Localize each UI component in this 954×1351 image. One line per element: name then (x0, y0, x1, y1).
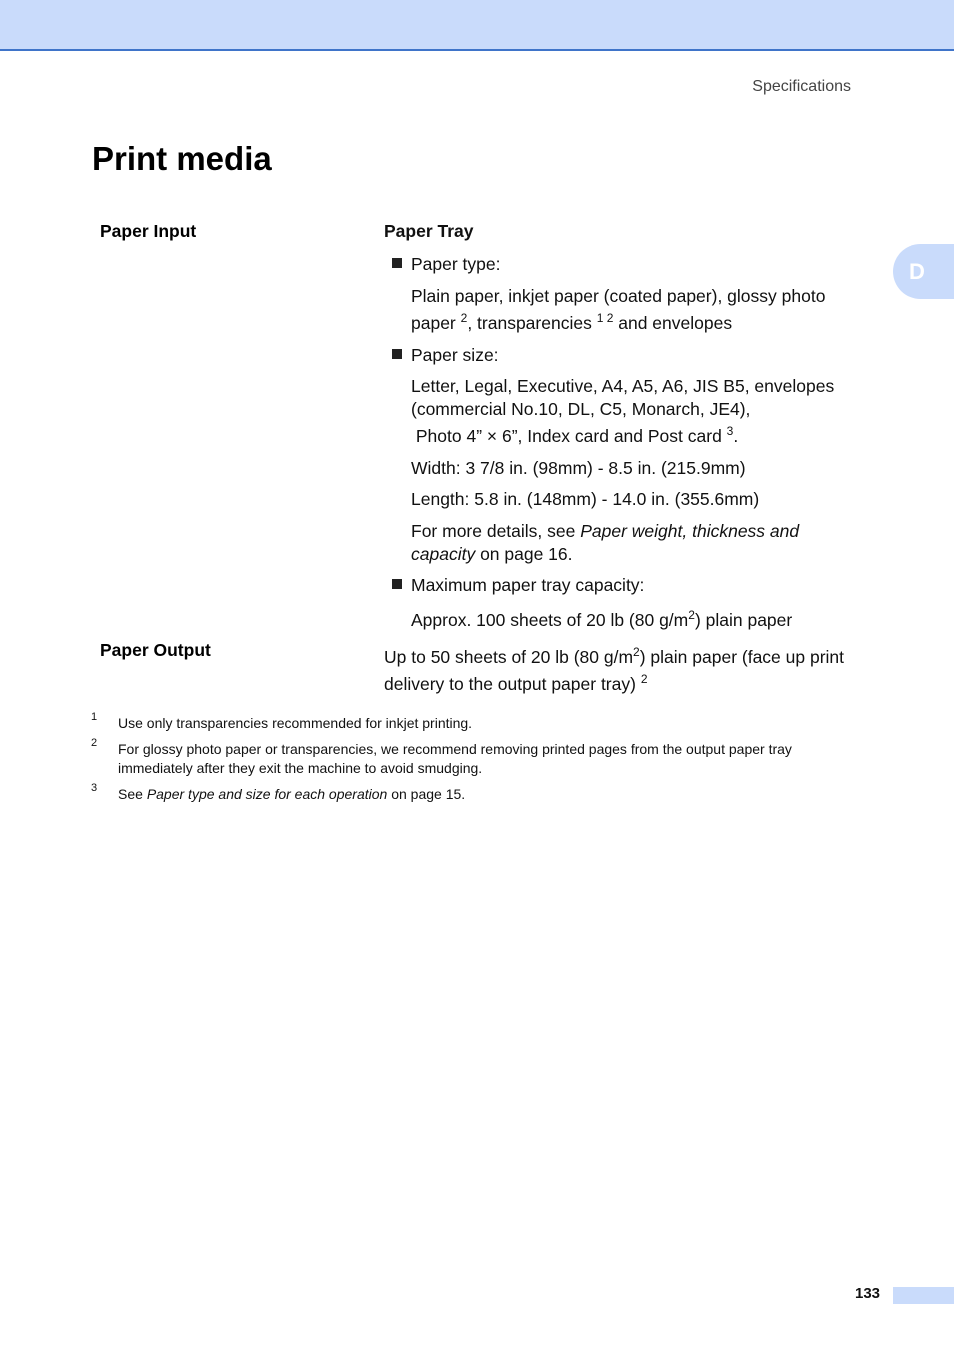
paper-type-bullet (392, 253, 501, 276)
text-run: , transparencies (467, 313, 597, 333)
text-run: See (118, 786, 147, 802)
bullet-square-icon (392, 579, 402, 589)
page-title: Print media (92, 140, 272, 177)
text-run: on page 15. (387, 786, 466, 802)
running-head: Specifications (752, 78, 851, 95)
text-run: and envelopes (613, 313, 733, 333)
text-run: paper (411, 313, 461, 333)
paper-size-text (411, 375, 881, 448)
bullet-label: Maximum paper tray capacity: (411, 575, 645, 595)
text-run: on page 16. (475, 544, 573, 564)
footnote-ref: 2 (640, 672, 648, 686)
text-run: Up to 50 sheets of 20 lb (80 g/m (384, 647, 634, 667)
footnote-ref: 3 (726, 424, 734, 438)
chapter-letter: D (909, 258, 925, 284)
text-run: For more details, see (411, 521, 581, 541)
bullet-square-icon (392, 258, 402, 268)
cross-ref-link[interactable]: Paper type and size for each operation (146, 786, 388, 802)
footnote-ref: 1 2 (596, 311, 614, 325)
text-run: delivery to the output paper tray) (384, 674, 641, 694)
superscript: 2 (688, 608, 695, 622)
chapter-tab (893, 244, 954, 299)
footnote: Use only transparencies recommended for inkjet printing. (118, 715, 473, 731)
capacity-bullet (392, 574, 644, 597)
header-bar (0, 0, 954, 51)
text-run: ) plain paper (694, 610, 793, 630)
paper-width: Width: 3 7/8 in. (98mm) - 8.5 in. (215.9mm) (411, 458, 746, 478)
more-details (411, 520, 881, 566)
paper-size-bullet (392, 344, 499, 367)
paper-output-label: Paper Output (100, 640, 211, 660)
paper-tray-heading: Paper Tray (384, 221, 474, 241)
paper-type-line (411, 312, 881, 335)
text-run: Photo 4” × 6”, Index card and Post card (411, 426, 727, 446)
page-number: 133 (855, 1285, 881, 1302)
text-run: . (733, 426, 739, 446)
paper-input-label: Paper Input (100, 221, 197, 241)
footnote-number: 3 (91, 782, 98, 794)
bullet-square-icon (392, 349, 402, 359)
paper-type-line: Plain paper, inkjet paper (coated paper), glossy photo (411, 286, 826, 306)
paper-size-line: Letter, Legal, Executive, A4, A5, A6, JIS B5, envelopes (411, 376, 835, 396)
paper-length: Length: 5.8 in. (148mm) - 14.0 in. (355.6mm) (411, 489, 760, 509)
footnote-ref: 2 (460, 311, 468, 325)
footnote (118, 785, 858, 804)
text-run: Approx. 100 sheets of 20 lb (80 g/m (411, 610, 689, 630)
capacity-text (411, 609, 881, 632)
paper-size-line: (commercial No.10, DL, C5, Monarch, JE4), (411, 399, 751, 419)
text-run: ) plain paper (face up print (639, 647, 845, 667)
paper-output-text (384, 644, 884, 698)
cross-ref-link[interactable]: Paper weight, thickness and (580, 521, 800, 541)
footnote: For glossy photo paper or transparencies, we recommend removing printed pages from the output paper tray immediately after they exit the machine to avoid smudging. (118, 741, 792, 776)
paper-size-line (411, 425, 881, 448)
bullet-label: Paper size: (411, 345, 499, 365)
bullet-label: Paper type: (411, 254, 501, 274)
footnote-number: 1 (91, 711, 98, 723)
footer-bar (893, 1287, 954, 1304)
footnote-number: 2 (91, 737, 98, 749)
cross-ref-link[interactable]: capacity (411, 544, 476, 564)
superscript: 2 (633, 645, 640, 659)
paper-type-text (411, 285, 881, 335)
